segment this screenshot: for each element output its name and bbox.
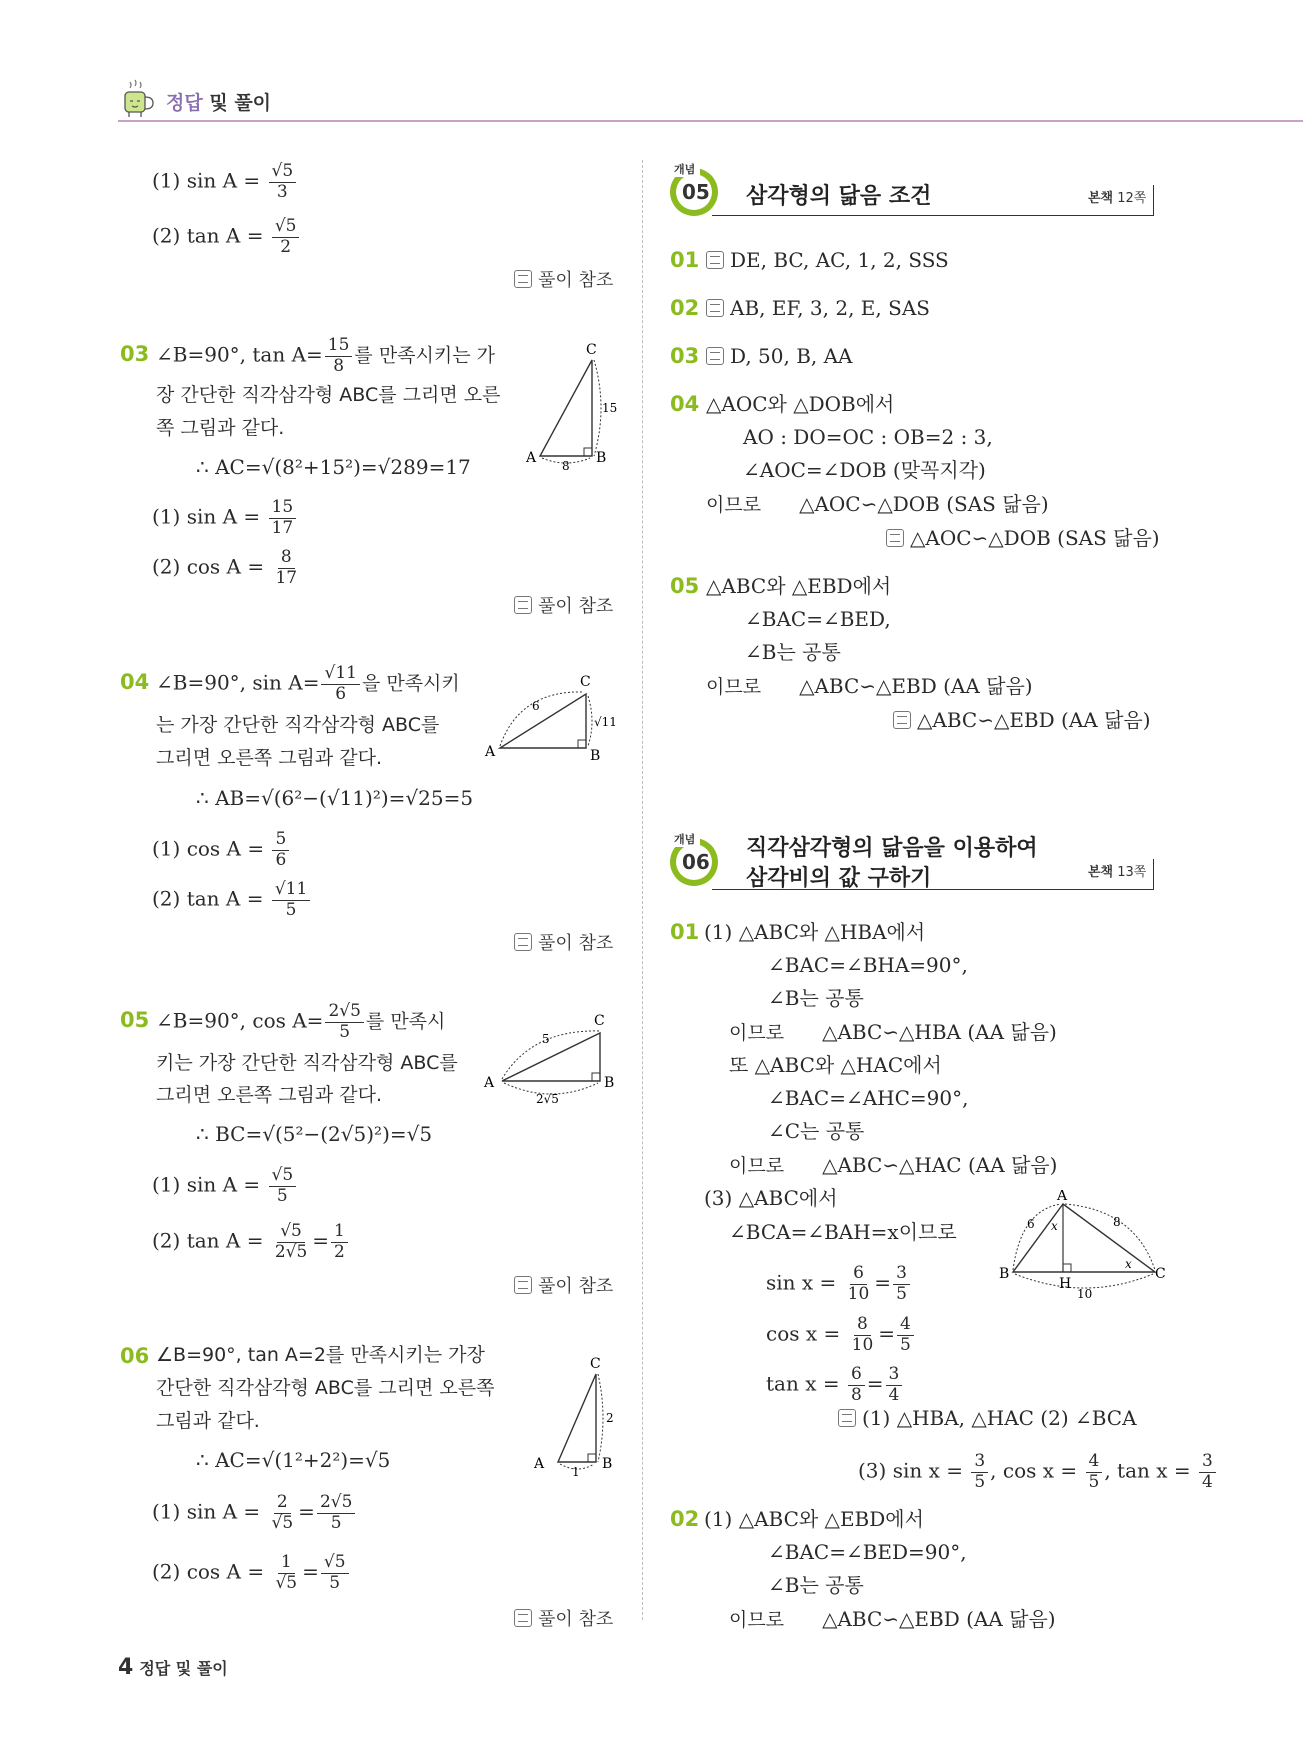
p04-line1-b: 을 만족시키: [361, 672, 460, 695]
frac-num: 3: [1199, 1452, 1216, 1473]
frac-den: 5: [900, 1334, 911, 1355]
q01-line6: ∠BAC=∠AHC=90°,: [768, 1086, 969, 1110]
p03-sol1: [152, 498, 298, 538]
answer-icon: [706, 347, 724, 365]
section-05-title: 삼각형의 닮음 조건: [746, 184, 932, 209]
frac-num: 15: [325, 336, 353, 357]
q01-fig-ab: 6: [1027, 1217, 1035, 1231]
p03-line1-b: 를 만족시키는 가: [354, 344, 495, 367]
p05-sol2-label: (2) tan A =: [152, 1228, 270, 1253]
p06-line1: ∠B=90°, tan A=2를 만족시키는 가장: [156, 1344, 485, 1366]
frac-den: 5: [330, 1512, 342, 1533]
q01-fig-C: C: [1155, 1266, 1166, 1282]
r04-answer: [886, 528, 1160, 548]
r04-conclusion: △AOC∽△DOB (SAS 닮음): [799, 492, 1049, 516]
frac-num: 3: [971, 1452, 988, 1473]
header-title-c: 풀이: [234, 92, 272, 114]
frac-den: 4: [888, 1384, 900, 1405]
problem-number-04: 04: [120, 670, 150, 694]
p04-line1-a: ∠B=90°, sin A=: [156, 670, 320, 695]
p06-triangle-figure: [520, 1340, 620, 1480]
problem-number-05: 05: [120, 1008, 150, 1032]
p06-line3: 그림과 같다.: [156, 1410, 260, 1432]
p04-sol2-label: (2) tan A =: [152, 886, 270, 911]
frac-num: 3: [893, 1264, 910, 1285]
q01-line10: ∠BCA=∠BAH=x이므로: [729, 1220, 957, 1244]
frac-num: 4: [897, 1315, 914, 1336]
q01-conclusion-1: △ABC∽△HBA (AA 닮음): [822, 1020, 1057, 1044]
q01-fig-H: H: [1059, 1276, 1072, 1292]
problem-number-q02: 02: [670, 1507, 700, 1531]
r05-answer: [893, 710, 1151, 730]
p06-fig-side1: 1: [572, 1465, 580, 1479]
p05-sol1-label: (1) sin A =: [152, 1172, 267, 1197]
answer-ref-1: [514, 270, 613, 290]
r03-text: D, 50, B, AA: [730, 344, 853, 368]
eq-sign: =: [312, 1228, 330, 1253]
q01-line1: (1) △ABC와 △HBA에서: [704, 920, 926, 944]
p03-line3: 쪽 그림과 같다.: [156, 417, 285, 439]
p06-sol1-label: (1) sin A =: [152, 1499, 267, 1524]
p05-sol2: [152, 1222, 350, 1262]
section-06-title-2: 삼각비의 값 구하기: [746, 866, 932, 891]
r04-line3: ∠AOC=∠DOB (맞꼭지각): [743, 458, 986, 482]
p05-line2: 키는 가장 간단한 직각삼각형 ABC를: [156, 1052, 458, 1074]
frac-num: 4: [1086, 1452, 1103, 1473]
teacup-icon: [118, 78, 158, 122]
p05-line3: 그리면 오른쪽 그림과 같다.: [156, 1084, 383, 1106]
p03-fig-side1: 8: [562, 459, 570, 470]
eq-sign: =: [302, 1559, 319, 1584]
answer-ref-text: 풀이 참조: [538, 270, 614, 291]
p03-line4: ∴ AC=√(8²+15²)=√289=17: [196, 455, 471, 479]
p06-sol2-label: (2) cos A =: [152, 1559, 271, 1584]
p06-line4: ∴ AC=√(1²+2²)=√5: [196, 1448, 391, 1472]
p06-fig-B: B: [602, 1456, 613, 1472]
p05-triangle-figure: [480, 1005, 630, 1105]
p05-line1: [156, 1002, 445, 1042]
section-05-tick: [1153, 185, 1154, 216]
frac-den: 2: [280, 236, 292, 257]
frac-den: 5: [974, 1471, 986, 1492]
frac-den: 3: [276, 181, 288, 202]
p05-fig-side1: 5: [542, 1032, 550, 1046]
r03-answer: [706, 346, 853, 366]
r04-line2: AO : DO=OC : OB=2 : 3,: [743, 425, 993, 449]
eq-sign: =: [298, 1499, 315, 1524]
frac-num: √5: [277, 1222, 305, 1243]
p04-fig-side2: √11: [594, 715, 617, 729]
page-header: [118, 78, 1303, 122]
p04-sol1: [152, 830, 291, 870]
frac-num: √5: [269, 162, 297, 183]
q01-ans-tan: , tan x =: [1104, 1458, 1198, 1483]
frac-num: 5: [272, 830, 289, 851]
q02-therefore: 이므로: [729, 1609, 785, 1631]
p03-line2: 장 간단한 직각삼각형 ABC를 그리면 오른: [156, 384, 501, 406]
p05-fig-B: B: [604, 1075, 615, 1091]
frac-den: √5: [275, 1572, 298, 1593]
p03-fig-A: A: [526, 450, 537, 466]
p02-sin-label: (1) sin A =: [152, 168, 267, 193]
problem-number-r04: 04: [670, 392, 700, 416]
eq-sign: =: [874, 1270, 892, 1295]
frac-den: 2√5: [274, 1241, 308, 1262]
p03-line1: [156, 336, 495, 376]
p04-triangle-figure: [480, 670, 630, 770]
ref-label: 본책: [1088, 191, 1114, 206]
answer-ref-3: [514, 933, 613, 953]
q01-fig-x1: x: [1051, 1219, 1058, 1233]
q01-sin-label: sin x =: [766, 1270, 843, 1295]
p04-fig-side1: 6: [532, 699, 540, 713]
ref-label: 본책: [1088, 865, 1114, 880]
answer-ref-4: [514, 1276, 613, 1296]
q01-ans-cos: , cos x =: [990, 1458, 1084, 1483]
p03-sol2: [152, 548, 302, 588]
r05-line1: △ABC와 △EBD에서: [706, 574, 892, 598]
frac-num: √11: [321, 664, 359, 685]
r02-answer: [706, 298, 930, 318]
frac-den: 17: [271, 517, 294, 538]
answer-icon: [514, 596, 532, 614]
r05-therefore: 이므로: [706, 676, 762, 698]
q02-line3: ∠B는 공통: [768, 1573, 864, 1597]
frac-num: 8: [278, 548, 295, 569]
p04-fig-A: A: [485, 744, 496, 760]
q01-fig-bc: 10: [1077, 1287, 1093, 1300]
q01-cos-label: cos x =: [766, 1321, 847, 1346]
r04-answer-text: △AOC∽△DOB (SAS 닮음): [910, 526, 1160, 550]
q01-line3: ∠B는 공통: [768, 986, 864, 1010]
p03-fig-C: C: [586, 342, 597, 358]
q02-conclusion: △ABC∽△EBD (AA 닮음): [822, 1607, 1056, 1631]
footer-text: 정답 및 풀이: [139, 1659, 228, 1678]
p04-sol1-label: (1) cos A =: [152, 836, 271, 861]
p06-sol2: [152, 1553, 351, 1593]
ref-page: 13쪽: [1117, 865, 1147, 880]
problem-number-r01: 01: [670, 248, 700, 272]
header-title-a: 정답: [166, 92, 203, 114]
frac-num: √11: [272, 880, 310, 901]
p04-fig-C: C: [580, 674, 591, 690]
q01-fig-A: A: [1057, 1190, 1068, 1204]
problem-number-r02: 02: [670, 296, 700, 320]
p06-fig-A: A: [534, 1456, 545, 1472]
p05-line1-a: ∠B=90°, cos A=: [156, 1008, 324, 1033]
section-05-label: 개념: [674, 163, 696, 176]
frac-den: √5: [271, 1512, 294, 1533]
page-number: 4: [118, 1655, 134, 1680]
q02-line1: (1) △ABC와 △EBD에서: [704, 1507, 924, 1531]
frac-den: 8: [333, 355, 345, 376]
answer-icon: [706, 251, 724, 269]
column-divider: [642, 160, 643, 1620]
frac-num: 3: [886, 1365, 903, 1386]
r05-answer-text: △ABC∽△EBD (AA 닮음): [917, 708, 1151, 732]
p06-fig-C: C: [590, 1356, 601, 1372]
frac-den: 10: [851, 1334, 874, 1355]
r01-text: DE, BC, AC, 1, 2, SSS: [730, 248, 949, 272]
section-06-header: [668, 835, 1168, 895]
p06-sol1: [152, 1493, 357, 1533]
answer-icon: [514, 933, 532, 951]
frac-den: 2: [334, 1241, 345, 1262]
q01-line8: [729, 1155, 1057, 1176]
frac-den: 6: [335, 683, 347, 704]
frac-den: 5: [1088, 1471, 1100, 1492]
p04-line3: 그리면 오른쪽 그림과 같다.: [156, 747, 383, 769]
answer-ref-text: 풀이 참조: [538, 933, 614, 954]
frac-den: 5: [285, 899, 297, 920]
r04-therefore: 이므로: [706, 494, 762, 516]
q01-fig-ac: 8: [1113, 1215, 1121, 1229]
q02-line2: ∠BAC=∠BED=90°,: [768, 1540, 967, 1564]
q01-triangle-figure: [995, 1190, 1170, 1300]
p05-fig-C: C: [594, 1013, 605, 1029]
answer-icon: [514, 1276, 532, 1294]
section-05-ref: [1088, 187, 1146, 206]
frac-num: 1: [331, 1222, 348, 1243]
p02-tan-label: (2) tan A =: [152, 223, 270, 248]
frac-num: 1: [278, 1553, 295, 1574]
problem-number-06: 06: [120, 1344, 150, 1368]
r01-answer: [706, 250, 949, 270]
page-footer: [118, 1655, 228, 1680]
answer-ref-2: [514, 596, 613, 616]
frac-den: 8: [850, 1384, 862, 1405]
frac-den: 5: [329, 1572, 341, 1593]
p06-fig-side2: 2: [606, 1411, 614, 1425]
q01-line2: ∠BAC=∠BHA=90°,: [768, 953, 968, 977]
q01-ans-sin: (3) sin x =: [858, 1458, 970, 1483]
section-06-label: 개념: [674, 833, 696, 846]
answer-icon: [514, 1609, 532, 1627]
problem-number-r05: 05: [670, 574, 700, 598]
frac-num: 2: [274, 1493, 291, 1514]
header-rule: [118, 120, 1303, 122]
section-06-number: 06: [682, 850, 710, 874]
header-title-b: 및: [209, 92, 228, 114]
q02-line4: [729, 1609, 1056, 1630]
section-06-underline: [712, 889, 1154, 890]
problem-number-r03: 03: [670, 344, 700, 368]
answer-icon: [893, 711, 911, 729]
r05-line4: [706, 676, 1033, 697]
frac-num: 6: [848, 1365, 865, 1386]
answer-ref-text: 풀이 참조: [538, 596, 614, 617]
p05-line4: ∴ BC=√(5²−(2√5)²)=√5: [196, 1122, 433, 1146]
q01-cos: [766, 1315, 916, 1355]
q01-conclusion-2: △ABC∽△HAC (AA 닮음): [822, 1153, 1058, 1177]
eq-sign: =: [878, 1321, 896, 1346]
answer-ref-text: 풀이 참조: [538, 1609, 614, 1630]
p03-sol2-label: (2) cos A =: [152, 554, 271, 579]
problem-number-03: 03: [120, 342, 150, 366]
r02-text: AB, EF, 3, 2, E, SAS: [730, 296, 930, 320]
q01-answer-1-text: (1) △HBA, △HAC (2) ∠BCA: [862, 1406, 1137, 1430]
p04-line2: 는 가장 간단한 직각삼각형 ABC를: [156, 714, 440, 736]
p04-fig-B: B: [590, 748, 601, 764]
r04-line1: △AOC와 △DOB에서: [706, 392, 895, 416]
p03-fig-side2: 15: [602, 401, 618, 415]
q01-therefore-2: 이므로: [729, 1155, 785, 1177]
frac-den: 5: [896, 1283, 907, 1304]
r05-line3: ∠B는 공통: [745, 640, 841, 664]
frac-num: 2√5: [325, 1002, 363, 1023]
section-06-ref: [1088, 861, 1146, 880]
frac-den: 17: [275, 567, 298, 588]
q01-tan-label: tan x =: [766, 1371, 846, 1396]
answer-ref-text: 풀이 참조: [538, 1276, 614, 1297]
p02-tan-line: [152, 217, 301, 257]
answer-ref-5: [514, 1609, 613, 1629]
p05-line1-b: 를 만족시: [365, 1010, 446, 1033]
r05-line2: ∠BAC=∠BED,: [745, 607, 891, 631]
frac-den: 5: [276, 1185, 288, 1206]
problem-number-q01: 01: [670, 920, 700, 944]
frac-den: 5: [339, 1021, 351, 1042]
frac-num: 2√5: [317, 1493, 355, 1514]
p05-fig-side2: 2√5: [536, 1092, 559, 1105]
q01-therefore: 이므로: [729, 1022, 785, 1044]
q01-line9: (3) △ABC에서: [704, 1186, 838, 1210]
q01-fig-x2: x: [1125, 1257, 1132, 1271]
p03-line1-a: ∠B=90°, tan A=: [156, 342, 323, 367]
answer-icon: [706, 299, 724, 317]
section-05-underline: [712, 215, 1154, 216]
q01-line4: [729, 1022, 1057, 1043]
ref-page: 12쪽: [1117, 191, 1147, 206]
section-06-title-1: 직각삼각형의 닮음을 이용하여: [746, 836, 1038, 861]
frac-num: √5: [321, 1553, 349, 1574]
p02-sin-line: [152, 162, 298, 202]
frac-num: 6: [850, 1264, 867, 1285]
p05-sol1: [152, 1166, 298, 1206]
r05-conclusion: △ABC∽△EBD (AA 닮음): [799, 674, 1033, 698]
q01-tan: [766, 1365, 904, 1405]
q01-line5: 또 △ABC와 △HAC에서: [729, 1053, 942, 1077]
q01-answer-2: [858, 1452, 1218, 1492]
p06-line2: 간단한 직각삼각형 ABC를 그리면 오른쪽: [156, 1377, 495, 1399]
section-06-tick: [1153, 859, 1154, 890]
frac-den: 6: [275, 849, 287, 870]
p03-triangle-figure: [520, 340, 620, 470]
p03-fig-B: B: [596, 450, 607, 466]
answer-icon: [886, 529, 904, 547]
q01-line7: ∠C는 공통: [768, 1119, 865, 1143]
p05-fig-A: A: [484, 1075, 495, 1091]
frac-den: 10: [847, 1283, 870, 1304]
answer-icon: [514, 270, 532, 288]
frac-num: √5: [269, 1166, 297, 1187]
frac-den: 4: [1202, 1471, 1213, 1492]
p04-line4: ∴ AB=√(6²−(√11)²)=√25=5: [196, 786, 474, 810]
frac-num: √5: [272, 217, 300, 238]
frac-num: 8: [854, 1315, 871, 1336]
p03-sol1-label: (1) sin A =: [152, 504, 267, 529]
frac-num: 15: [269, 498, 297, 519]
p04-sol2: [152, 880, 312, 920]
r04-line4: [706, 494, 1049, 515]
section-05-header: [668, 165, 1168, 225]
q01-answer-1: [838, 1408, 1137, 1428]
answer-icon: [838, 1409, 856, 1427]
q01-sin: [766, 1264, 912, 1304]
p04-line1: [156, 664, 460, 704]
q01-fig-B: B: [999, 1266, 1010, 1282]
section-05-number: 05: [682, 180, 710, 204]
eq-sign: =: [866, 1371, 884, 1396]
